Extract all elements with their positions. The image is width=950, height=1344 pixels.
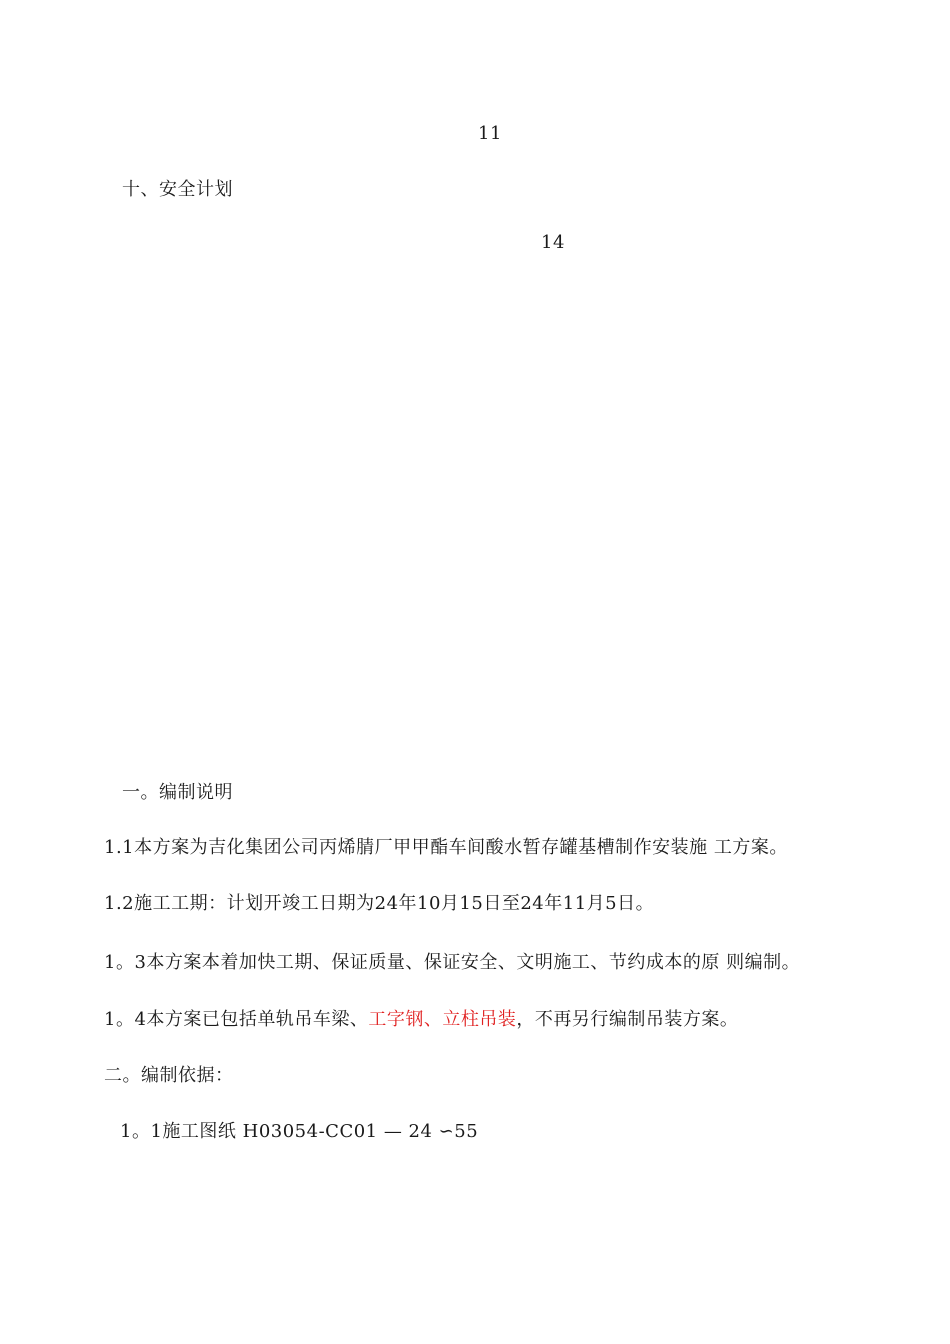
paragraph-1-3: 1。3本方案本着加快工期、保证质量、保证安全、文明施工、节约成本的原 则编制。	[104, 952, 801, 973]
paragraph-1-4-suffix: ，不再另行编制吊装方案。	[516, 1009, 739, 1030]
paragraph-1-2: 1.2施工工期：计划开竣工日期为24年10月15日至24年11月5日。	[104, 893, 655, 914]
paragraph-1-1: 1.1本方案为吉化集团公司丙烯腈厂甲甲酯车间酸水暂存罐基槽制作安装施 工方案。	[104, 837, 788, 858]
paragraph-1-4-prefix: 1。4本方案已包括单轨吊车梁、	[104, 1009, 369, 1030]
section-heading-description: 一。编制说明	[122, 782, 233, 803]
toc-page-number: 14	[541, 232, 565, 253]
toc-item-safety-plan: 十、安全计划	[122, 179, 233, 200]
toc-page-number: 11	[478, 123, 502, 144]
paragraph-2-1: 1。1施工图纸 H03054-CC01 — 24 ∽55	[120, 1121, 479, 1142]
paragraph-1-4-highlight: 工字钢、立柱吊装	[368, 1009, 517, 1030]
section-heading-basis: 二。编制依据：	[104, 1065, 234, 1086]
paragraph-1-4	[104, 1008, 738, 1032]
